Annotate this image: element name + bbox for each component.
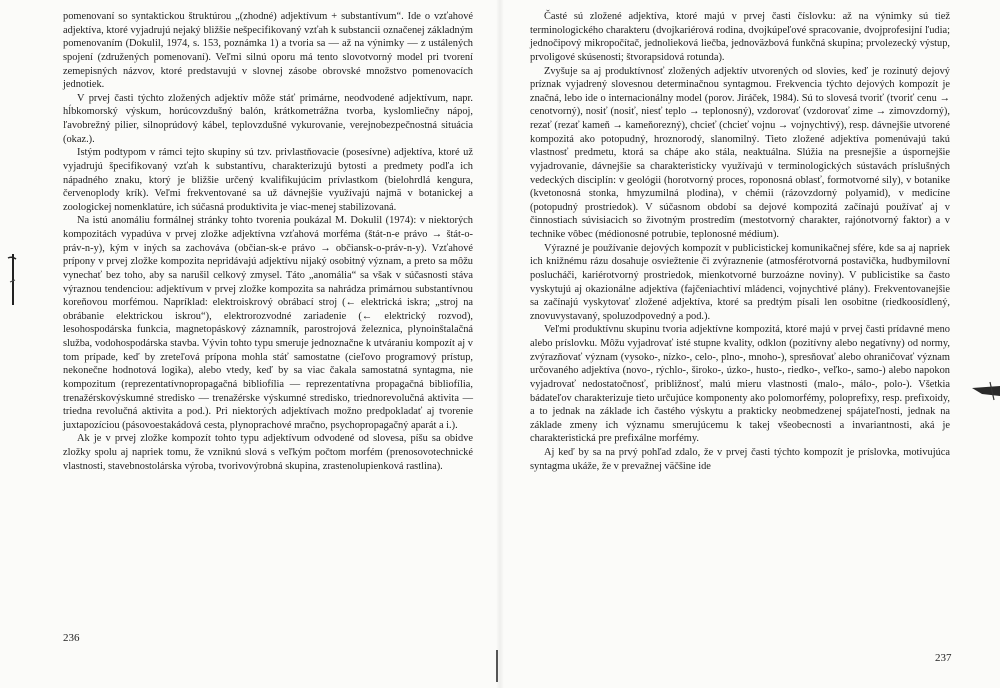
left-page-number: 236	[63, 632, 80, 644]
right-paragraph-5: Aj keď by sa na prvý pohľad zdalo, že v prvej časti týchto kompozít je príslovka, motivujúca syntagma ukáže, že v prevažnej väčšine ide	[530, 447, 950, 472]
left-paragraph-3: Istým podtypom v rámci tejto skupiny sú tzv. privlastňovacie (posesívne) adjektíva, ktoré už vyjadrujú špecifikovaný vzťah k substantívu, charakterizujú bytosti a predmety podľa ich nápadného znaku, ktorý je bližšie určený kvalifikujúcim prívlastkom (bielohrdlá kengura, červenoplody krík). Veľmi frekventované sa už dávnejšie využívajú najmä v botanickej a zoologickej nomenklatúre, ich súčasná produktivita je viac-menej stabilizovaná.	[63, 147, 473, 213]
left-paragraph-4: Na istú anomáliu formálnej stránky tohto tvorenia poukázal M. Dokulil (1974): v niektorých kompozitách vypadúva v prvej zložke adjektívna vzťahová morféma (štát-n-e právo → štát-o-práv-n-y), kým v iných sa zachováva (občian-sk-e právo → občiansk-o-práv-n-y). Vzťahové prípony v prvej zložke kompozita nepridávajú adjektívu nijaký osobitný význam, a preto sa môžu vynechať bez toho, aby sa narušil celkový zmysel. Táto „anomália“ sa však v súčasnosti stáva výraznou tendenciou: adjektívum v prvej zložke kompozita sa nahrádza primárnou substantívnou koreňovou morfémou. Napríklad: elektroiskrový obrábací stroj (← elektrická iskra; „stroj na obrábanie elektrickou iskrou“), elektrorozvodné zariadenie (← elektrický rozvod), lesohospodárska funkcia, magnetopáskový záznamník, parostrojová železnica, plynoinštalačná služba, vodohospodárska stavba. Vývin tohto typu smeruje jednoznačne k utváraniu kompozít aj v tom prípade, keď by zreteľová prípona mohla stáť samostatne (cieľovo programový prístup, nekonečne hodnotová logika), alebo vtedy, keď by sa viac čakala samostatná syntagma, nie kompozitum (reprezentatívnopropagačná bibliofília — reprezentatívna propagačná bibliofília, trenažérskovýskumné stredisko — trenažérske výskumné stredisko, triednorevolučná aktivita — triedna revolučná aktivita a pod.). Pri niektorých adjektívach možno predpokladať aj tvorenie juxtapozíciou (pásovoestakádová cesta, plynoprachové mračno, psychopropagačný aparát a i.).	[63, 215, 473, 431]
scan-artifact-bottom	[496, 650, 498, 682]
right-paragraph-2: Zvyšuje sa aj produktívnosť zložených adjektív utvorených od slovies, keď je rozinutý dejový príznak vyjadrený slovesnou determinačnou syntagmou. Frekvencia týchto dejových kompozít je značná, lebo ide o internacionálny model (porov. Jiráček, 1984). Sú to slovesá tvoriť (tvoriť cenu → cenotvorný), nosiť (nosiť, niesť teplo → teplonosný), vzdorovať (vzdorovať zime → zimovzdorný), rezať (rezať kameň → kameňorezný), chcieť (chcieť vojnu → vojnychtivý), resp. dávnejšie utvorené kompozitá ako potopudný, hroznorodý, slanomilný. Tieto zložené adjektíva pomenúvajú takú vlastnosť predmetu, ktorá sa chápe ako stála, neaktuálna. Slúžia na presnejšie a úspornejšie vyjadrovanie, dávnejšie sa charakteristicky využívajú v terminologických sústavách príslušných vedeckých disciplín: v geológii (horotvorný proces, roponosná oblasť, formotvorné sily), v botanike (kvetonosná stonka, hmyzumilná plodina), v chémii (rázovzdorný polyamid), v medicíne (potopudný prostriedok). V súčasnom období sa dejové kompozitá začínajú používať aj v činnostiach súvisiacich so životným prostredím (mestotvorný charakter, rajónotvorný faktor) a v technike vôbec (médionosné potrubie, teplonosné médium).	[530, 65, 950, 240]
right-paragraph-3: Výrazné je používanie dejových kompozít v publicistickej komunikačnej sfére, kde sa aj napriek ich knižnému rázu dosahuje osviežtenie či zvýraznenie (atmosférotvorná postavička, hudbymilovní poslucháči, kariérotvorný prostriedok, mienkotvorné burzoázne noviny). V publicistike sa často vyskytujú aj okazionálne adjektíva (fajčeniachtiví mládenci, vojnychtivé plány). Frekventovanejšie sa začínajú vyskytovať zložené adjektíva, ktoré sa predtým písali len osobitne (riedkoosídlený, znovuvystavaný, spoluzodpovedný a pod.).	[530, 242, 950, 322]
right-paragraph-4: Veľmi produktívnu skupinu tvoria adjektívne kompozitá, ktoré majú v prvej časti prídavné meno alebo príslovku. Môžu vyjadrovať isté stupne kvality, odklon (pozitívny alebo negatívny) od normy, zvýrazňovať význam (vysoko-, nízko-, celo-, plno-, mnoho-), spresňovať alebo ohraničovať význam určovaného adjektíva (novo-, rýchlo-, široko-, úzko-, husto-, riedko-, veľko-, samo-) alebo napokon vyjadrovať nedostatočnosť, približnosť, malú mieru vlastnosti (malo-, málo-, polo-). Všetkia bádateľov charakterizuje tieto určujúce komponenty ako polomorfémy, poloprefixy, resp. prefixoidy, a to jednak na základe ich častého výskytu a prakticky neobmedzenej spájateľnosti, jednak na základe zmeny ich významu smerujúcemu k takej všeobecnosti a invariantnosti, aká je charakteristická pre prefixálne morfémy.	[530, 324, 950, 445]
left-paragraph-1: pomenovaní so syntaktickou štruktúrou „(zhodné) adjektívum + substantívum“. Ide o vzťahové adjektíva, ktoré vyjadrujú nejaký bližšie nešpecifikovaný vzťah k substancii označenej základným pomenovaním (Dokulil, 1974, s. 153, poznámka 1) a tvoria sa — až na výnimky — z ustálených spojení (združených pomenovaní). Veľmi silnú oporu má tento slovotvorný model pri tvorení zemepisných názvov, ktoré predstavujú v slovnej zásobe obrovské množstvo pomenovacích jednotiek.	[63, 11, 473, 91]
left-paragraph-5: Ak je v prvej zložke kompozít tohto typu adjektívum odvodené od slovesa, píšu sa obidve zložky spolu aj napriek tomu, že vzniknú slová s veľkým počtom morfém (prenosovotechnické vlastnosti, stavebnostolárska výroba, tvorivovýrobná skupina, zrastenolupienková rastlina).	[63, 433, 473, 472]
scan-artifact-left	[6, 252, 18, 307]
left-page-text-column	[63, 10, 473, 473]
right-page-number: 237	[935, 652, 952, 664]
right-page	[500, 0, 1000, 688]
right-paragraph-1: Časté sú zložené adjektíva, ktoré majú v prvej časti číslovku: až na výnimky sú tiež terminologického charakteru (dvojkariérová rodina, dvojkúpeľové spracovanie, dvojprofesijní ľudia; jednočipový mikropočítač, jednolieková liečba, jednoväzbová funkčná skupina; prvolezecký výstup, prvoligové skúsenosti; štvorapsidová rotunda).	[530, 11, 950, 63]
right-page-text-column	[530, 10, 950, 473]
scan-artifact-right	[972, 380, 1000, 402]
left-paragraph-2: V prvej časti týchto zložených adjektív môže stáť primárne, neodvodené adjektívum, napr. hĺbkomorský výskum, horúcovzdušný balón, krátkometrážna tvorba, kyslomliečny nápoj, ľavobrežný pilier, silnoprúdový kábel, teplovzdušné vykurovanie, verejnobezpečnostná situácia (okaz.).	[63, 92, 473, 145]
